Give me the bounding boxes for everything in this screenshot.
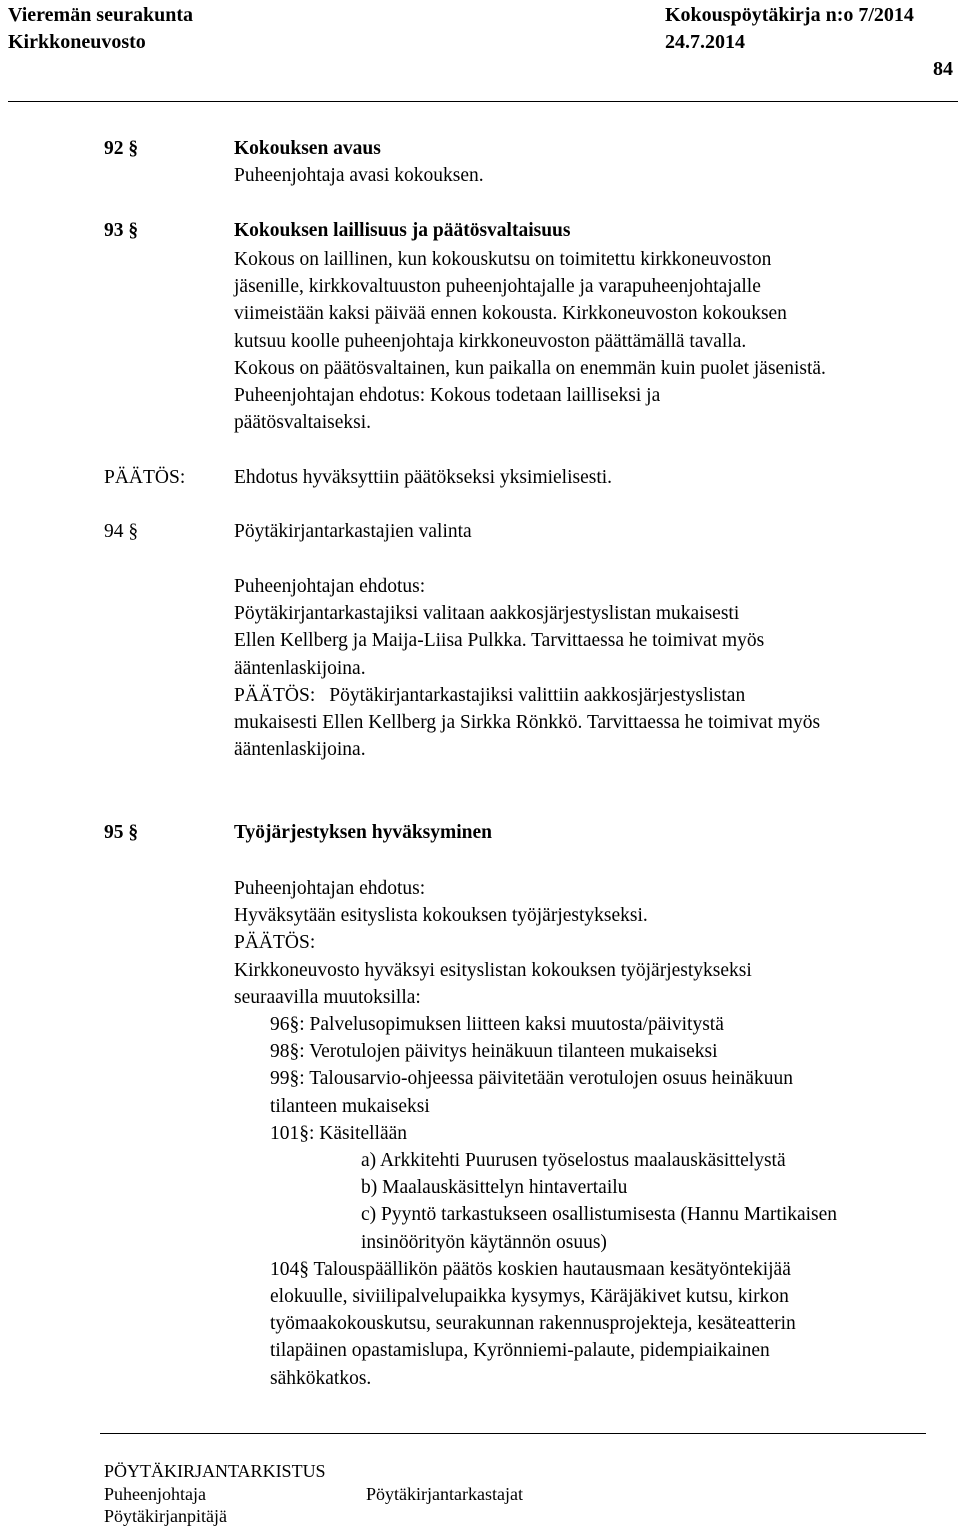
organization-name: Vieremän seurakunta bbox=[8, 4, 193, 26]
section-95-body: Puheenjohtajan ehdotus: Hyväksytään esityslista kokouksen työjärjestykseksi. PÄÄTÖS: Kirkkoneuvosto hyväksyi esityslistan kokouksen työjärjestykseksi seuraavilla muutoksilla: 96§: Palvelusopimuksen liitteen kaksi muutosta/päivitystä 98§: Verotulojen päivitys heinäkuun tilanteen mukaiseksi 99§: Talousarvio-ohjeessa päivitetään verotulojen osuus heinäkuun tilanteen mukaiseksi 101§: Käsitellään a) Arkkitehti Puurusen työselostus maalauskäsittelystä b) Maalauskäsittelyn hintavertailu c) Pyyntö tarkastukseen osallistumisesta (Hannu Martikaisen insinöörityön käytännön osuus) 104§ Talouspäällikön päätös koskien hautausmaan kesätyöntekijää elokuulle, siviilipalvelupaikka kysymys, Käräjäkivet kutsu, kirkon työmaakokouskutsu, seurakunnan rakennusprojekteja, kesäteatterin tilapäinen opastamislupa, Kyrönniemi-palaute, pidempiaikainen sähkökatkos. bbox=[234, 875, 837, 1392]
footer-divider bbox=[100, 1433, 926, 1434]
decision-label: PÄÄTÖS: bbox=[234, 932, 316, 954]
section-93-number: 93 § bbox=[104, 220, 139, 241]
list-item: 104§ Talouspäällikön päätös koskien hautausmaan kesätyöntekijää bbox=[270, 1258, 791, 1280]
section-93-title: Kokouksen laillisuus ja päätösvaltaisuus bbox=[234, 220, 571, 241]
list-item: 98§: Verotulojen päivitys heinäkuun tilanteen mukaiseksi bbox=[270, 1041, 718, 1063]
proposal-label: Puheenjohtajan ehdotus bbox=[234, 385, 420, 407]
proposal-label: Puheenjohtajan ehdotus: bbox=[234, 878, 426, 899]
section-93-decision-label: PÄÄTÖS: bbox=[104, 467, 186, 488]
footer-chair: Puheenjohtaja bbox=[104, 1484, 206, 1504]
sub-item: b) Maalauskäsittelyn hintavertailu bbox=[361, 1177, 628, 1199]
section-94-number: 94 § bbox=[104, 521, 139, 542]
body-name: Kirkkoneuvosto bbox=[8, 31, 146, 53]
section-92-text: Puheenjohtaja avasi kokouksen. bbox=[234, 165, 484, 186]
document-title: Kokouspöytäkirja n:o 7/2014 bbox=[665, 4, 914, 26]
sub-item: c) Pyyntö tarkastukseen osallistumisesta (Hannu Martikaisen bbox=[361, 1204, 838, 1226]
proposal-label: Puheenjohtajan ehdotus: bbox=[234, 576, 426, 597]
list-item: 99§: Talousarvio-ohjeessa päivitetään verotulojen osuus heinäkuun bbox=[270, 1068, 794, 1090]
section-94-body: Puheenjohtajan ehdotus: Pöytäkirjantarkastajiksi valitaan aakkosjärjestyslistan mukaisesti Ellen Kellberg ja Maija-Liisa Pulkka. Tarvittaessa he toimivat myös ääntenlaskijoina. PÄÄTÖS: Pöytäkirjantarkastajiksi valittiin aakkosjärjestyslistan mukaisesti Ellen Kellberg ja Sirkka Rönkkö. Tarvittaessa he toimivat myös ääntenlaskijoina. bbox=[234, 573, 820, 763]
decision-label: PÄÄTÖS: bbox=[234, 684, 316, 706]
section-92-number: 92 § bbox=[104, 138, 139, 159]
section-94-title: Pöytäkirjantarkastajien valinta bbox=[234, 521, 472, 542]
list-item: 96§: Palvelusopimuksen liitteen kaksi muutosta/päivitystä bbox=[270, 1014, 724, 1036]
footer-title: PÖYTÄKIRJANTARKISTUS bbox=[104, 1461, 326, 1481]
section-95-title: Työjärjestyksen hyväksyminen bbox=[234, 822, 493, 843]
section-95-number: 95 § bbox=[104, 822, 139, 843]
document-date: 24.7.2014 bbox=[665, 31, 745, 53]
footer-secretary: Pöytäkirjanpitäjä bbox=[104, 1506, 227, 1526]
sub-item: a) Arkkitehti Puurusen työselostus maalauskäsittelystä bbox=[361, 1150, 786, 1172]
header-divider bbox=[8, 101, 958, 102]
footer-checkers: Pöytäkirjantarkastajat bbox=[366, 1484, 523, 1504]
section-92-title: Kokouksen avaus bbox=[234, 138, 381, 159]
section-93-body: Kokous on laillinen, kun kokouskutsu on toimitettu kirkkoneuvoston jäsenille, kirkkovaltuuston puheenjohtajalle ja varapuheenjohtajalle viimeistään kaksi päivää ennen kokousta. Kirkkoneuvoston kokouksen kutsuu koolle puheenjohtaja kirkkoneuvoston päättämällä tavalla. Kokous on päätösvaltainen, kun paikalla on enemmän kuin puolet jäsenistä. Puheenjohtajan ehdotus: Kokous todetaan lailliseksi ja päätösvaltaiseksi. bbox=[234, 249, 826, 434]
list-item: 101§: Käsitellään bbox=[270, 1122, 408, 1144]
section-93-decision-text: Ehdotus hyväksyttiin päätökseksi yksimielisesti. bbox=[234, 467, 613, 488]
page-number: 84 bbox=[933, 58, 953, 80]
